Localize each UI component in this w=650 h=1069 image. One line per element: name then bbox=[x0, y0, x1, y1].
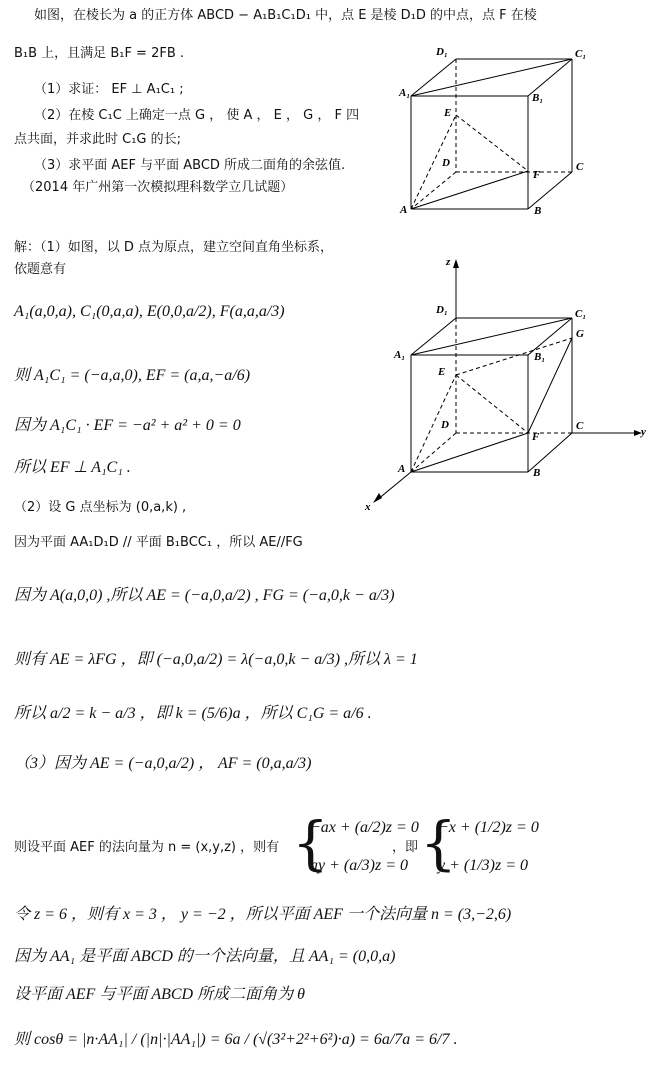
solution-1a: 解：（1）如图，以 D 点为原点，建立空间直角坐标系， bbox=[14, 240, 334, 255]
problem-line-1: 如图，在棱长为 a 的正方体 ABCD − A₁B₁C₁D₁ 中，点 E 是棱 D₁D 的中点，点 F 在棱 bbox=[34, 8, 537, 23]
solution-perpendicular: 所以 EF ⊥ A₁C₁ . bbox=[14, 459, 131, 476]
fig2-label-A1: A₁ bbox=[394, 349, 406, 361]
fig1-label-B1: B₁ bbox=[532, 92, 544, 104]
fig2-label-B: B bbox=[533, 467, 541, 479]
fig1-label-C1: C₁ bbox=[575, 48, 587, 60]
fig1-label-E: E bbox=[444, 107, 452, 119]
system-1-eq-1: −ax + (a/2)z = 0 bbox=[310, 819, 419, 836]
question-2a: （2）在棱 C₁C 上确定一点 G ， 使 A ， E ， G ， F 四 bbox=[34, 108, 360, 123]
equation-system-1 bbox=[292, 809, 419, 880]
system-2-eq-2: y + (1/3)z = 0 bbox=[438, 857, 529, 874]
solution-3d: 因为 AA₁ 是平面 ABCD 的一个法向量，且 AA₁ = (0,0,a) bbox=[14, 948, 396, 965]
cube-figure-1 bbox=[395, 40, 595, 225]
brace-2: { bbox=[420, 809, 457, 877]
solution-3a: （3）因为 AE = (−a,0,a/2) ， AF = (0,a,a/3) bbox=[14, 755, 312, 772]
solution-3f-cosine: 则 cosθ = |n·AA₁| / (|n|·|AA₁|) = 6a / (√(3²+2²+6²)·a) = 6a/7a = 6/7 . bbox=[14, 1031, 458, 1048]
fig1-label-C: C bbox=[576, 161, 584, 173]
solution-coords: A₁(a,0,a), C₁(0,a,a), E(0,0,a/2), F(a,a,a/3) bbox=[14, 303, 285, 320]
problem-line-2: B₁B 上，且满足 B₁F = 2FB . bbox=[14, 46, 185, 61]
fig2-label-F: F bbox=[532, 431, 540, 443]
solution-3c: 令 z = 6 ，则有 x = 3 ， y = −2 ，所以平面 AEF 一个法向量 n = (3,−2,6) bbox=[14, 906, 512, 923]
fig1-label-D: D bbox=[442, 157, 450, 169]
solution-2a: （2）设 G 点坐标为 (0,a,k) , bbox=[14, 500, 187, 515]
solution-vectors: 则 A₁C₁ = (−a,a,0), EF = (a,a,−a/6) bbox=[14, 367, 251, 384]
fig2-label-y: y bbox=[641, 426, 646, 438]
system-1-eq-2: ay + (a/3)z = 0 bbox=[310, 857, 409, 874]
fig2-label-x: x bbox=[365, 501, 371, 513]
fig1-label-A: A bbox=[400, 204, 408, 216]
fig2-label-C1: C₁ bbox=[575, 308, 587, 320]
namely-connector: ，即 bbox=[392, 840, 419, 855]
solution-2b: 因为平面 AA₁D₁D // 平面 B₁BCC₁ ，所以 AE//FG bbox=[14, 535, 303, 550]
solution-3e: 设平面 AEF 与平面 ABCD 所成二面角为 θ bbox=[14, 986, 305, 1003]
question-2b: 点共面，并求此时 C₁G 的长; bbox=[14, 132, 182, 147]
fig1-label-B: B bbox=[534, 205, 542, 217]
fig1-label-F: F bbox=[533, 169, 541, 181]
equation-system-2 bbox=[420, 809, 539, 880]
fig2-label-G: G bbox=[576, 328, 584, 340]
fig1-label-D1: D₁ bbox=[436, 46, 448, 58]
question-3: （3）求平面 AEF 与平面 ABCD 所成二面角的余弦值. bbox=[34, 158, 346, 173]
fig2-label-C: C bbox=[576, 420, 584, 432]
solution-2e: 所以 a/2 = k − a/3 ，即 k = (5/6)a ，所以 C₁G = a/6 . bbox=[14, 705, 372, 722]
cube-figure-2 bbox=[360, 250, 650, 515]
brace-1: { bbox=[292, 809, 329, 877]
solution-1b: 依题意有 bbox=[14, 262, 67, 277]
solution-dot-product: 因为 A₁C₁ · EF = −a² + a² + 0 = 0 bbox=[14, 417, 241, 434]
fig2-label-A: A bbox=[398, 463, 406, 475]
fig2-label-D: D bbox=[441, 419, 449, 431]
solution-2c: 因为 A(a,0,0) ,所以 AE = (−a,0,a/2) , FG = (−a,0,k − a/3) bbox=[14, 587, 395, 604]
solution-2d: 则有 AE = λFG ，即 (−a,0,a/2) = λ(−a,0,k − a/3) ,所以 λ = 1 bbox=[14, 651, 418, 668]
question-1: （1）求证： EF ⊥ A₁C₁ ; bbox=[34, 82, 184, 97]
fig2-label-D1: D₁ bbox=[436, 304, 448, 316]
fig2-label-E: E bbox=[438, 366, 446, 378]
fig2-label-z: z bbox=[446, 256, 451, 268]
fig1-label-A1: A₁ bbox=[399, 87, 411, 99]
fig2-label-B1: B₁ bbox=[534, 351, 546, 363]
problem-source: （2014 年广州第一次模拟理科数学立几试题） bbox=[22, 180, 294, 195]
system-2-eq-1: −x + (1/2)z = 0 bbox=[438, 819, 539, 836]
solution-3b: 则设平面 AEF 的法向量为 n = (x,y,z) ，则有 bbox=[14, 840, 280, 855]
